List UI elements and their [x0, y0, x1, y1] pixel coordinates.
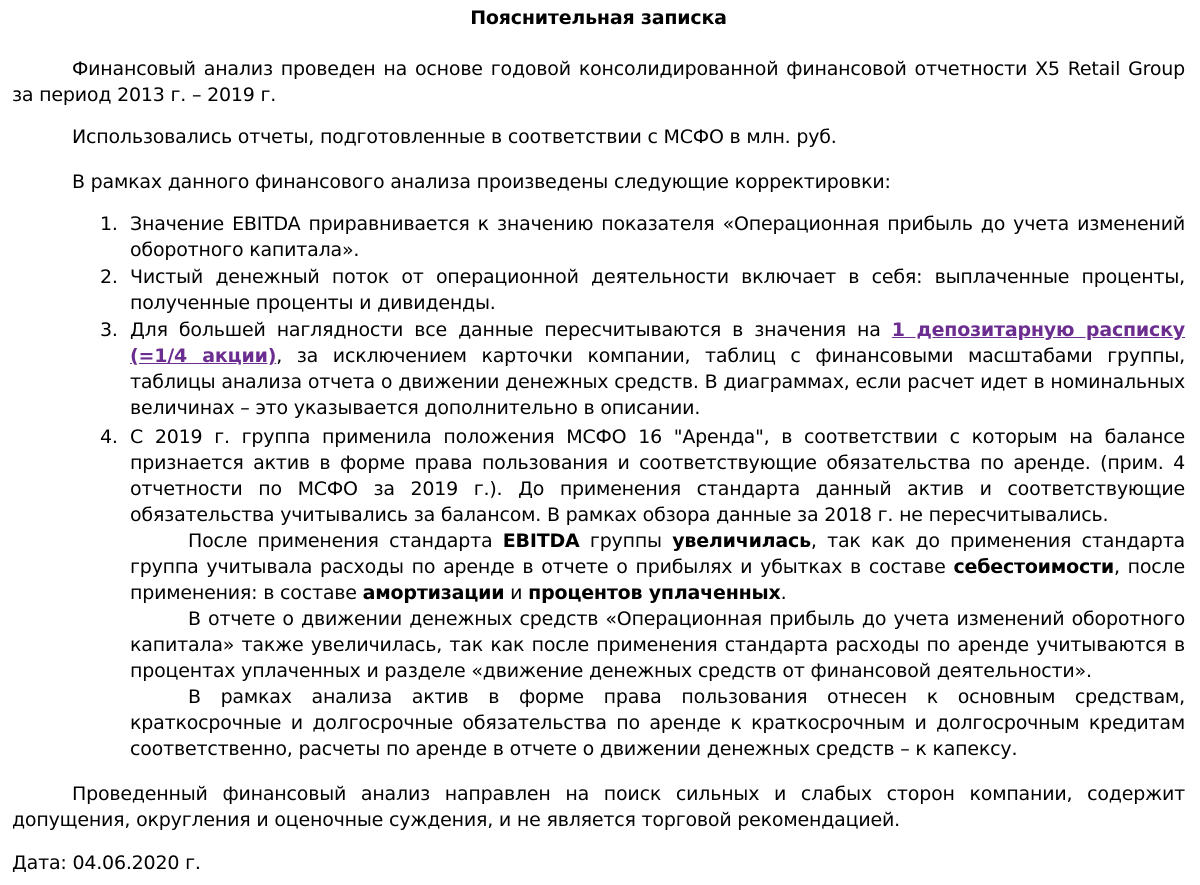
intro-paragraph-2: Использовались отчеты, подготовленные в соответствии с МСФО в млн. руб.	[72, 126, 837, 148]
list-item-text: Значение EBITDA приравнивается к значению показателя «Операционная прибыль до учета изменений оборотного капитала».	[130, 213, 1185, 261]
text-run: .	[780, 582, 787, 604]
list-number: 4.	[100, 426, 118, 448]
list-item-text	[130, 317, 1185, 421]
list-number: 2.	[100, 266, 118, 288]
text-run: После применения стандарта	[188, 530, 503, 552]
intro-paragraph-1: Финансовый анализ проведен на основе годовой консолидированной финансовой отчетности X5 Retail Group за период 2013 г. – 2019 г.	[12, 58, 1185, 106]
text-run-bold: процентов уплаченных	[528, 582, 781, 604]
list-item-text: Чистый денежный поток от операционной деятельности включает в себя: выплаченные проценты, полученные проценты и дивиденды.	[130, 266, 1185, 314]
text-run: и	[504, 582, 529, 604]
text-run: , после применения: в составе	[130, 556, 1185, 604]
list-number: 1.	[100, 213, 118, 235]
text-run: группы	[579, 530, 673, 552]
closing-paragraph: Проведенный финансовый анализ направлен на поиск сильных и слабых сторон компании, содержит допущения, округления и оценочные суждения, и не является торговой рекомендацией.	[12, 783, 1185, 831]
text-run-bold: увеличилась	[672, 530, 811, 552]
document-title: Пояснительная записка	[470, 7, 727, 29]
sub-paragraph-cashflow: В отчете о движении денежных средств «Операционная прибыль до учета изменений оборотного капитала» также увеличилась, так как после применения стандарта расходы по аренде учитываются в процентах уплаченных и разделе «движение денежных средств от финансовой деятельности».	[130, 608, 1185, 682]
document-date: Дата: 04.06.2020 г.	[12, 852, 201, 874]
intro-paragraph-3: В рамках данного финансового анализа произведены следующие корректировки:	[72, 171, 891, 193]
sub-paragraph-lease-assets: В рамках анализа актив в форме права пользования отнесен к основным средствам, краткосрочные и долгосрочные обязательства по аренде к краткосрочным и долгосрочным кредитам соответственно, расчеты по аренде в отчете о движении денежных средств – к капексу.	[130, 686, 1185, 760]
text-run-bold: себестоимости	[953, 556, 1114, 578]
list-item-text-before: Для большей наглядности все данные пересчитываются в значения на	[130, 319, 892, 341]
sub-paragraph-ebitda	[130, 528, 1185, 606]
list-item-text: С 2019 г. группа применила положения МСФО 16 "Аренда", в соответствии с которым на балансе признается актив в форме права пользования и соответствующие обязательства по аренде. (прим. 4 отчетности по МСФО за 2019 г.). До применения стандарта данный актив и соответствующие обязательства учитывались за балансом. В рамках обзора данные за 2018 г. не пересчитывались.	[130, 426, 1185, 526]
list-number: 3.	[100, 319, 118, 341]
depositary-receipt-link[interactable]: 1 депозитарную расписку (=1/4 акции)	[130, 319, 1185, 367]
text-run-bold: EBITDA	[502, 530, 580, 552]
list-item-text-after: , за исключением карточки компании, таблиц с финансовыми масштабами группы, таблицы анализа отчета о движении денежных средств. В диаграммах, если расчет идет в номинальных величинах – это указывается дополнительно в описании.	[130, 345, 1185, 419]
text-run: , так как до применения стандарта группа учитывала расходы по аренде в отчете о прибылях и убытках в составе	[130, 530, 1185, 578]
text-run-bold: амортизации	[362, 582, 505, 604]
